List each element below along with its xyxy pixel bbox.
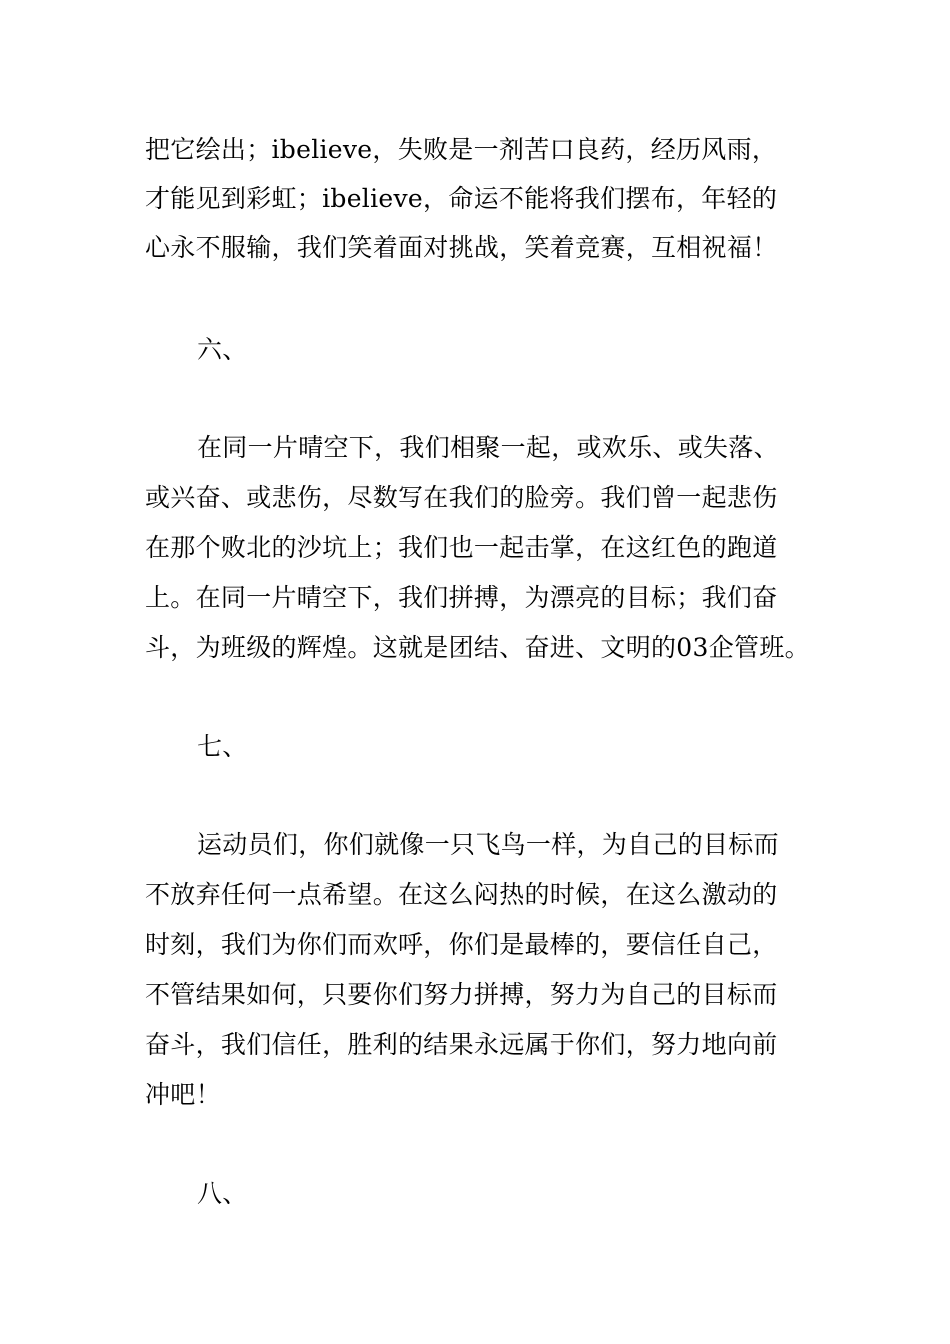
paragraph-line: 才能见到彩虹；ibelieve，命运不能将我们摆布，年轻的 [145,184,778,213]
paragraph-line: 不管结果如何，只要你们努力拼搏，努力为自己的目标而 [145,980,778,1009]
section-heading-7: 七、 [197,732,248,761]
paragraph-line: 在那个败北的沙坑上；我们也一起击掌，在这红色的跑道 [145,533,778,562]
paragraph-line: 奋斗，我们信任，胜利的结果永远属于你们，努力地向前 [145,1030,778,1059]
paragraph-line: 上。在同一片晴空下，我们拼搏，为漂亮的目标；我们奋 [145,583,778,612]
paragraph-line: 运动员们，你们就像一只飞鸟一样，为自己的目标而 [197,830,779,859]
paragraph-line: 冲吧！ [145,1080,221,1109]
paragraph-line: 时刻，我们为你们而欢呼，你们是最棒的，要信任自己， [145,930,778,959]
section-heading-6: 六、 [197,335,248,364]
paragraph-line: 把它绘出；ibelieve，失败是一剂苦口良药，经历风雨， [145,135,778,164]
paragraph-line: 心永不服输，我们笑着面对挑战，笑着竞赛，互相祝福！ [145,233,778,262]
paragraph-line: 在同一片晴空下，我们相聚一起，或欢乐、或失落、 [197,433,779,462]
paragraph-line: 或兴奋、或悲伤，尽数写在我们的脸旁。我们曾一起悲伤 [145,483,778,512]
paragraph-line: 不放弃任何一点希望。在这么闷热的时候，在这么激动的 [145,880,778,909]
paragraph-line: 斗，为班级的辉煌。这就是团结、奋进、文明的03企管班。 [145,633,810,662]
section-heading-8: 八、 [197,1179,248,1208]
